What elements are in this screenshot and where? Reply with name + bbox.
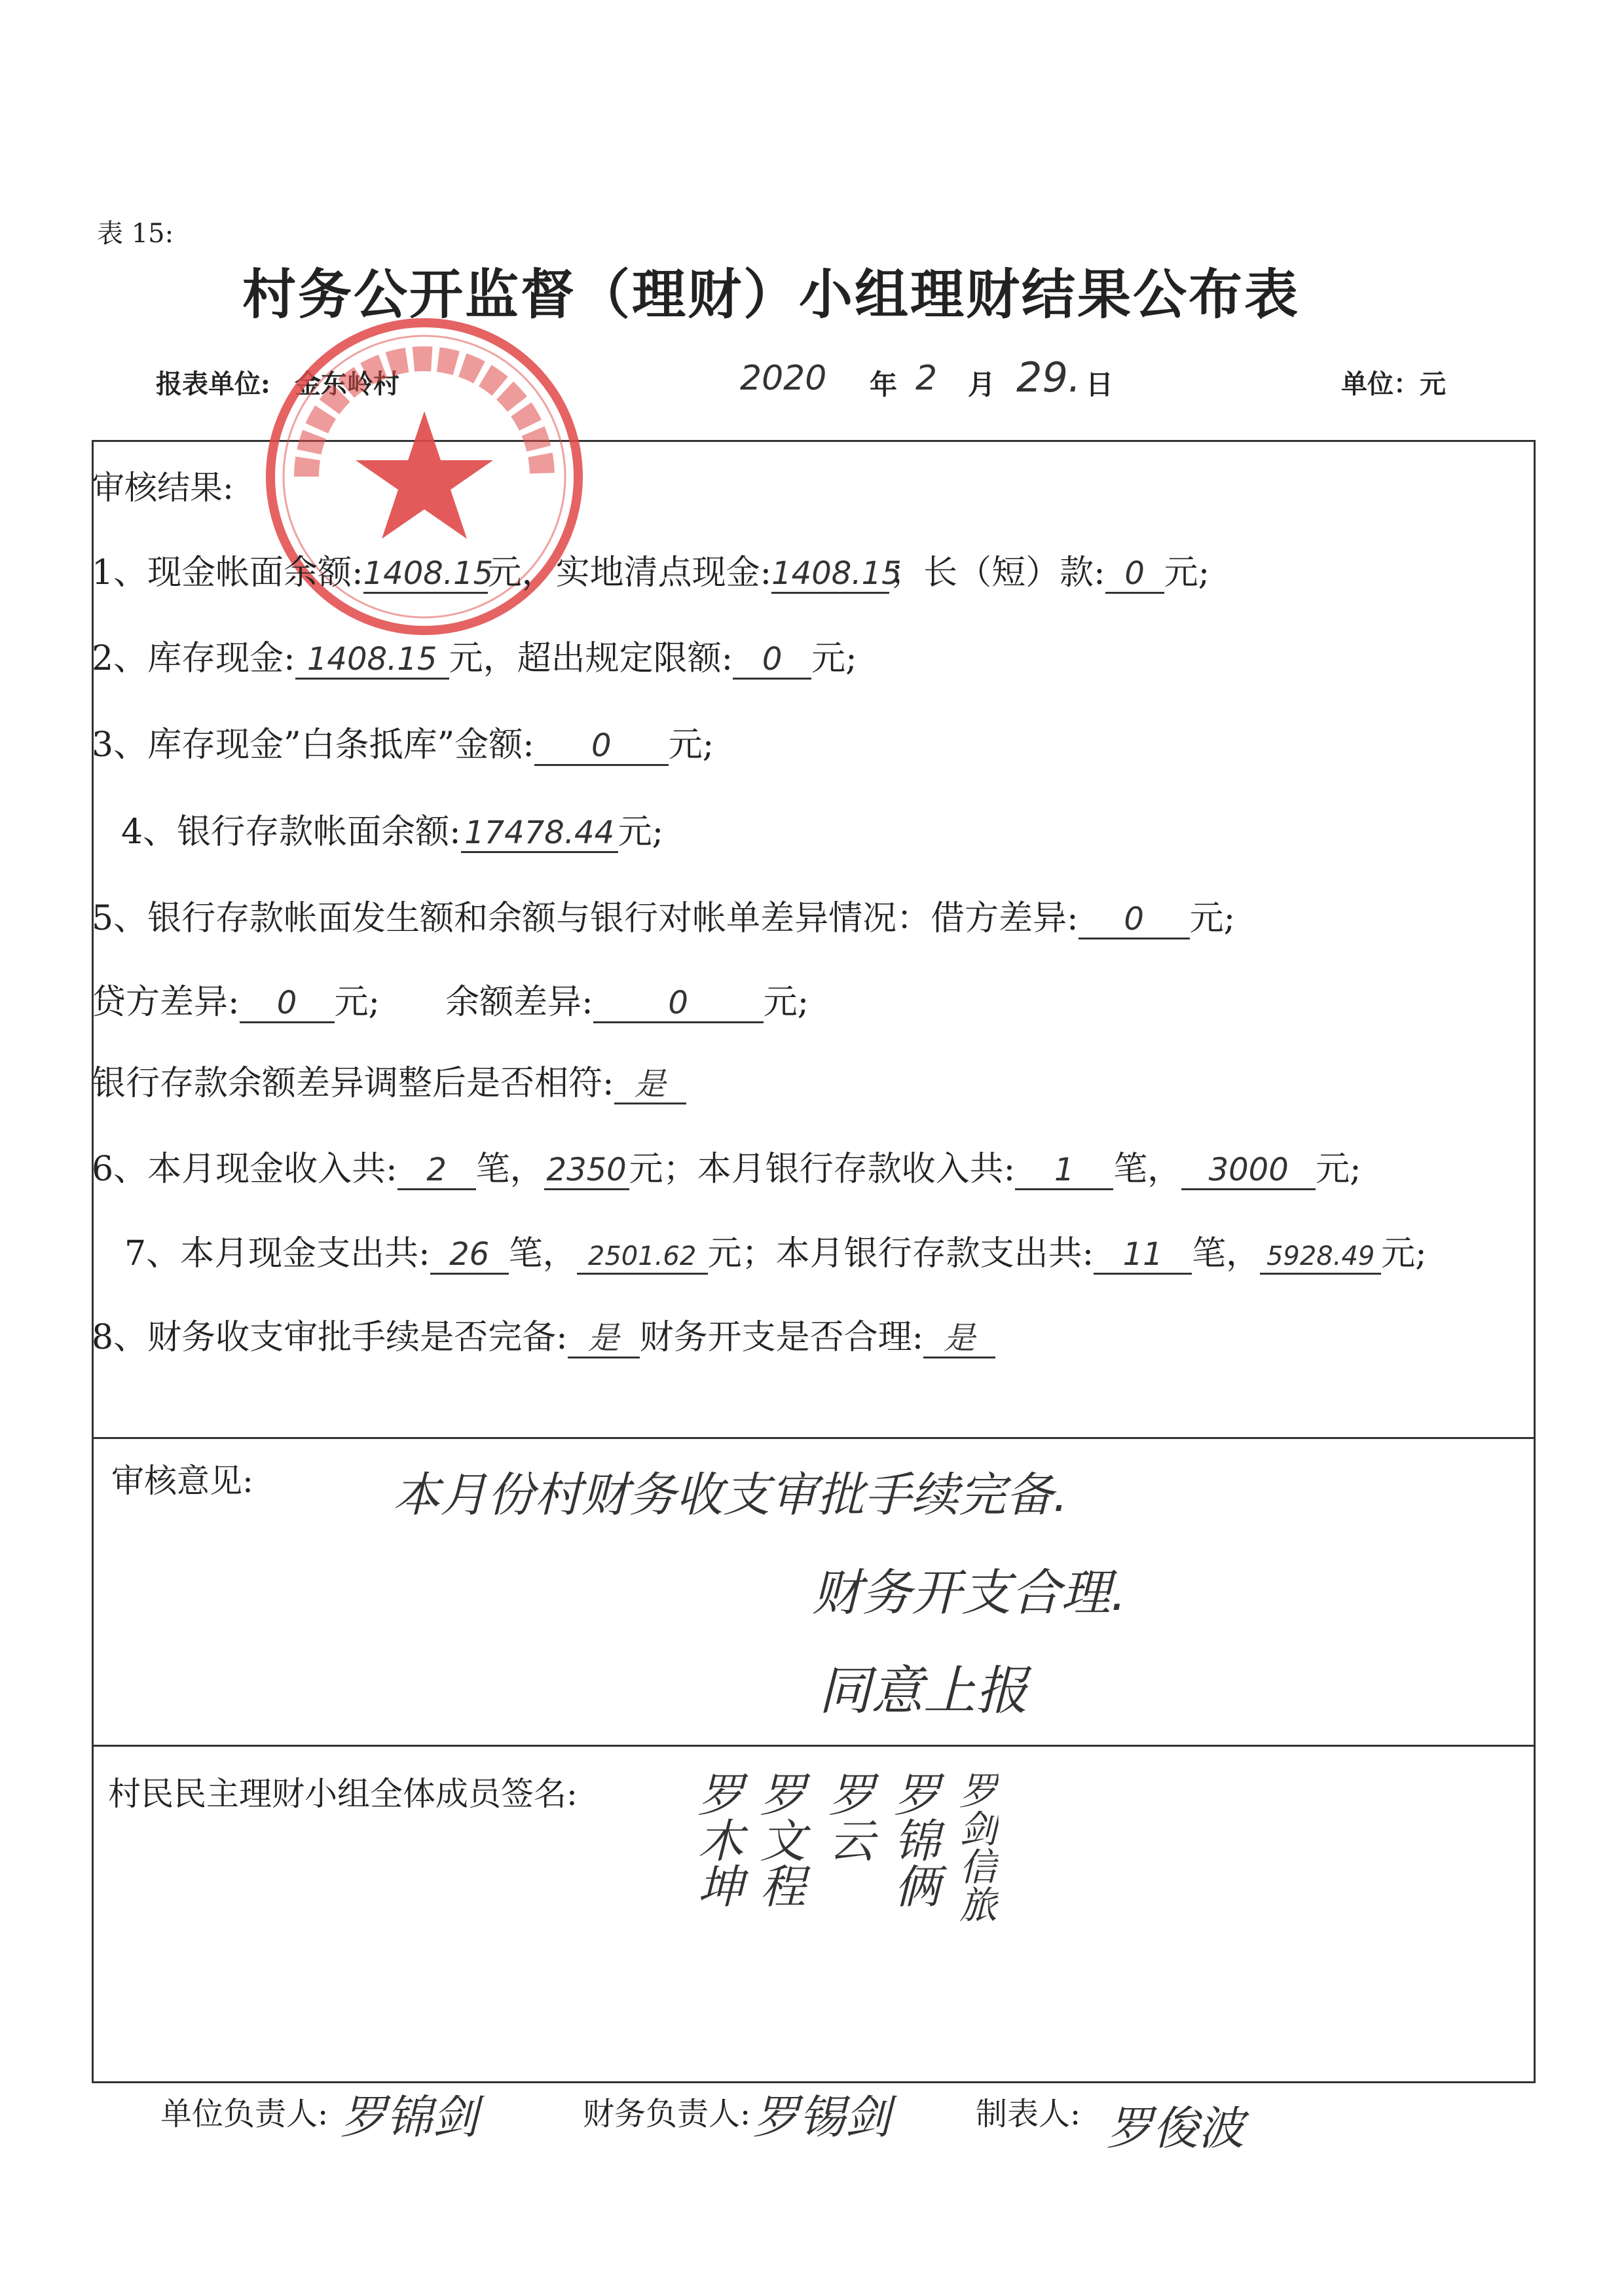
bank-expense-amount-label: 笔， [1192, 1234, 1261, 1273]
cash-count-value: 1408.15 [771, 555, 902, 592]
preparer-label: 制表人: [976, 2096, 1081, 2132]
cash-income-count-label: 6、本月现金收入共: [92, 1150, 397, 1189]
item-line-3 [92, 717, 714, 766]
stock-cash-label: 2、库存现金: [92, 639, 295, 678]
opinion-line-1: 本月份村财务收支审批手续完备. [393, 1467, 1068, 1522]
cash-count-label: 元，实地清点现金: [487, 553, 772, 592]
section-result-label: 审核结果: [92, 469, 234, 507]
approval-complete-label: 8、财务收支审批手续是否完备: [92, 1318, 568, 1357]
expense-reasonable-label: 财务开支是否合理: [639, 1318, 924, 1357]
bank-income-count-label: 元；本月银行存款收入共: [629, 1150, 1016, 1189]
member-signature-1: 罗木坤 [690, 1771, 744, 1908]
cash-expense-count-label: 7、本月现金支出共: [124, 1234, 430, 1273]
bank-match-label: 银行存款余额差异调整后是否相符: [92, 1064, 614, 1103]
page-title: 村务公开监督（理财）小组理财结果公布表 [242, 263, 1301, 326]
date-day-label: 日 [1086, 369, 1114, 401]
unit-head-signature: 罗锦剑 [341, 2090, 478, 2144]
balance-diff-label: 余额差异: [445, 983, 593, 1022]
bank-expense-count-label: 元；本月银行存款支出共: [707, 1234, 1094, 1273]
line7-end: 元; [1381, 1234, 1427, 1273]
date-month-value: 2 [915, 359, 938, 398]
line5b-end: 元; [763, 983, 809, 1022]
bank-income-count-value: 1 [1054, 1152, 1075, 1188]
over-limit-value: 0 [762, 641, 783, 678]
date-day-value: 29. [1016, 354, 1081, 401]
item-line-7 [124, 1226, 1427, 1275]
over-limit-label: 元，超出规定限额: [449, 639, 733, 678]
item-line-8 [92, 1309, 995, 1358]
member-signature-3: 罗云 [821, 1771, 875, 1863]
cash-income-amount-label: 笔， [475, 1150, 544, 1189]
line2-end: 元; [811, 639, 857, 678]
item-line-6 [92, 1141, 1361, 1190]
bank-income-amount-value: 3000 [1208, 1152, 1289, 1188]
iou-amount-value: 0 [591, 727, 612, 764]
line4-end: 元; [618, 812, 664, 852]
cash-expense-amount-value: 2501.62 [587, 1241, 697, 1271]
cash-income-amount-value: 2350 [546, 1152, 627, 1188]
credit-diff-label: 贷方差异: [92, 983, 240, 1022]
bank-expense-amount-value: 5928.49 [1266, 1241, 1375, 1271]
date-year-value: 2020 [740, 359, 827, 398]
member-signature-2: 罗文程 [752, 1771, 806, 1908]
expense-reasonable-value: 是 [944, 1320, 976, 1357]
cash-income-count-value: 2 [426, 1152, 447, 1188]
opinion-label: 审核意见: [111, 1462, 253, 1500]
credit-diff-unit: 元; [334, 983, 380, 1022]
members-label: 村民民主理财小组全体成员签名: [108, 1775, 578, 1813]
cash-expense-count-value: 26 [449, 1236, 490, 1273]
balance-diff-value: 0 [668, 985, 688, 1021]
table-number: 表 15: [97, 219, 174, 249]
item-line-5c [92, 1055, 686, 1104]
cash-book-balance-value: 1408.15 [363, 555, 494, 592]
opinion-line-2: 财务开支合理. [812, 1563, 1127, 1622]
divider-result [92, 1437, 1536, 1439]
preparer-signature: 罗俊波 [1107, 2102, 1244, 2155]
opinion-line-3: 同意上报 [819, 1660, 1028, 1721]
finance-head-label: 财务负责人: [583, 2096, 751, 2132]
line5-end: 元; [1189, 899, 1236, 938]
divider-opinion [92, 1745, 1536, 1747]
item-line-5 [92, 890, 1235, 939]
over-short-label: ；长（短）款: [889, 553, 1105, 592]
report-unit-value: 金东岭村 [295, 369, 399, 399]
debit-diff-value: 0 [1124, 901, 1144, 938]
approval-complete-value: 是 [587, 1320, 619, 1357]
unit-head-label: 单位负责人: [160, 2096, 329, 2132]
date-year-label: 年 [870, 369, 898, 401]
line3-end: 元; [668, 725, 714, 765]
finance-head-signature: 罗锡剑 [753, 2090, 891, 2144]
member-signatures [690, 1771, 1061, 2007]
iou-amount-label: 3、库存现金”白条抵库”金额: [92, 725, 534, 765]
date-month-label: 月 [968, 369, 996, 401]
credit-diff-value: 0 [276, 985, 297, 1021]
bank-expense-count-value: 11 [1122, 1236, 1163, 1273]
cash-expense-amount-label: 笔， [508, 1234, 577, 1273]
item-line-4 [121, 804, 663, 853]
bank-balance-label: 4、银行存款帐面余额: [121, 812, 461, 852]
member-signature-4: 罗锦俩 [887, 1771, 940, 1908]
cash-book-balance-label: 1、现金帐面余额: [92, 553, 363, 592]
over-short-value: 0 [1124, 555, 1145, 592]
currency-unit-label: 单位：元 [1341, 369, 1446, 399]
line1-end: 元; [1164, 553, 1210, 592]
item-line-2 [92, 630, 857, 680]
star-icon [356, 411, 493, 539]
bank-balance-value: 17478.44 [464, 814, 615, 851]
debit-diff-label: 5、银行存款帐面发生额和余额与银行对帐单差异情况：借方差异: [92, 899, 1079, 938]
member-signature-5: 罗剑信旅 [953, 1771, 997, 1923]
stock-cash-value: 1408.15 [306, 641, 437, 678]
item-line-1 [92, 545, 1209, 594]
report-unit-label: 报表单位: [156, 369, 270, 399]
line6-end: 元; [1316, 1150, 1361, 1189]
bank-match-value: 是 [634, 1066, 666, 1102]
bank-income-amount-label: 笔， [1113, 1150, 1182, 1189]
item-line-5b [92, 974, 809, 1023]
